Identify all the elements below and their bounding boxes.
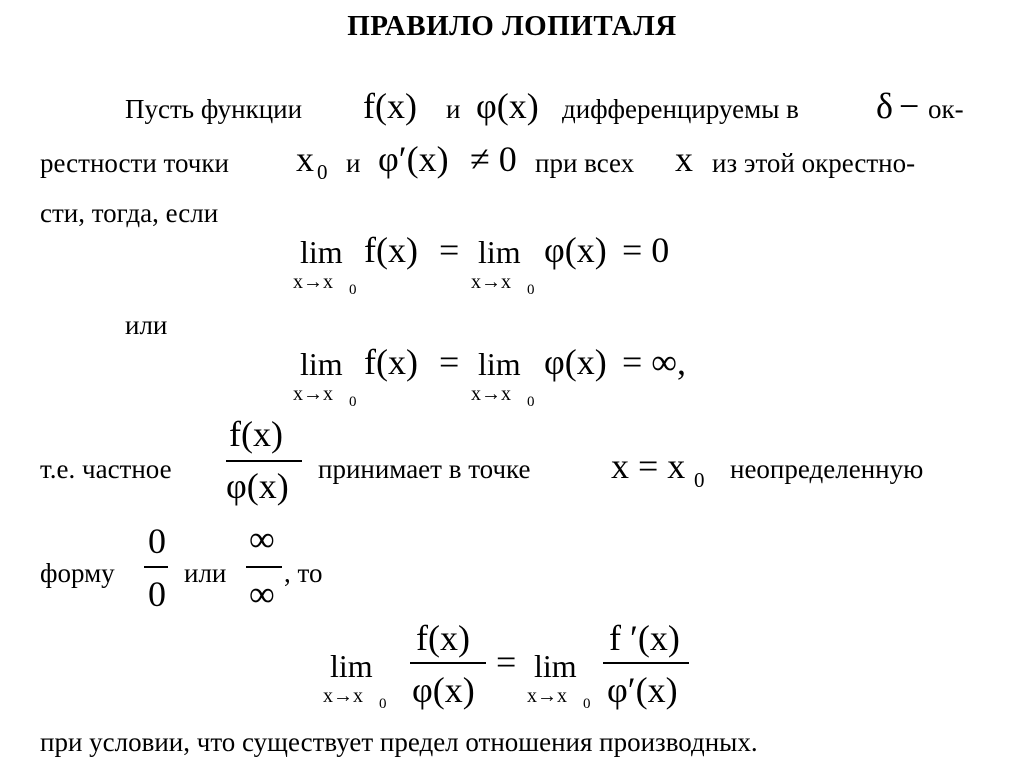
- lim-operator: lim: [330, 648, 373, 684]
- fraction-bar: [410, 662, 486, 664]
- lim-operator: lim: [478, 346, 521, 382]
- closing-sentence: при условии, что существует предел отношения производных.: [40, 727, 758, 757]
- math-x0: x: [296, 139, 314, 179]
- math-equals-zero: = 0: [622, 230, 670, 270]
- text-fragment: из этой окрестно-: [712, 148, 916, 178]
- math-phi-of-x: φ(x): [476, 86, 539, 126]
- text-fragment: форму: [40, 558, 115, 588]
- fraction-numerator: f(x): [229, 414, 283, 454]
- math-phi-prime: φ′(x): [378, 139, 449, 179]
- text-fragment: дифференцируемы в: [562, 94, 799, 124]
- text-fragment: принимает в точке: [318, 454, 531, 484]
- fraction-bar: [246, 566, 282, 568]
- fraction-denominator: 0: [148, 574, 166, 614]
- fraction-denominator: ∞: [249, 574, 275, 614]
- math-equals: =: [439, 342, 460, 382]
- text-fragment: , то: [284, 558, 323, 588]
- text-fragment: и: [346, 148, 361, 178]
- math-equals: =: [439, 230, 460, 270]
- math-x0-subscript: 0: [317, 160, 328, 184]
- lim-operator: lim: [534, 648, 577, 684]
- lim-subscript: x→x: [293, 383, 333, 405]
- lim-operator: lim: [300, 346, 343, 382]
- math-f-of-x: f(x): [364, 342, 418, 382]
- lim-subscript-index: 0: [349, 282, 357, 298]
- text-fragment: или: [184, 558, 227, 588]
- lim-subscript-index: 0: [527, 282, 535, 298]
- lim-subscript-index: 0: [349, 394, 357, 410]
- math-f-of-x: f(x): [364, 230, 418, 270]
- text-or: или: [125, 310, 168, 340]
- math-equals: =: [496, 642, 517, 682]
- lim-subscript-index: 0: [583, 696, 591, 712]
- lim-subscript: x→x: [471, 271, 511, 293]
- math-x0-subscript: 0: [694, 468, 705, 492]
- math-f-of-x: f(x): [363, 86, 417, 126]
- fraction-denominator: φ′(x): [607, 670, 678, 710]
- lim-subscript-index: 0: [379, 696, 387, 712]
- text-fragment: ок-: [928, 94, 964, 124]
- page-title: ПРАВИЛО ЛОПИТАЛЯ: [347, 10, 677, 42]
- lim-subscript: x→x: [323, 685, 363, 707]
- text-fragment: и: [446, 94, 461, 124]
- text-fragment: Пусть функции: [125, 94, 303, 124]
- fraction-denominator: φ(x): [226, 466, 289, 506]
- math-neq-zero: ≠ 0: [470, 139, 517, 179]
- text-fragment: неопределенную: [730, 454, 924, 484]
- math-delta: δ: [876, 86, 893, 126]
- math-equals-infinity: = ∞,: [622, 342, 686, 382]
- lim-subscript: x→x: [293, 271, 333, 293]
- lim-subscript: x→x: [527, 685, 567, 707]
- math-minus: −: [899, 86, 920, 126]
- math-x-equals-x0: x = x: [611, 446, 686, 486]
- text-fragment: сти, тогда, если: [40, 198, 219, 228]
- text-fragment: рестности точки: [40, 148, 229, 178]
- lim-operator: lim: [300, 234, 343, 270]
- fraction-bar: [144, 566, 168, 568]
- math-phi-of-x: φ(x): [544, 342, 607, 382]
- text-fragment: при всех: [535, 148, 635, 178]
- math-x: x: [675, 139, 693, 179]
- fraction-numerator: f(x): [416, 618, 470, 658]
- fraction-numerator: f ′(x): [609, 618, 680, 658]
- math-phi-of-x: φ(x): [544, 230, 607, 270]
- lim-operator: lim: [478, 234, 521, 270]
- lim-subscript: x→x: [471, 383, 511, 405]
- lim-subscript-index: 0: [527, 394, 535, 410]
- fraction-bar: [603, 662, 689, 664]
- fraction-numerator: 0: [148, 521, 166, 561]
- fraction-bar: [226, 460, 302, 462]
- fraction-denominator: φ(x): [412, 670, 475, 710]
- text-fragment: т.е. частное: [40, 454, 172, 484]
- fraction-numerator: ∞: [249, 519, 275, 559]
